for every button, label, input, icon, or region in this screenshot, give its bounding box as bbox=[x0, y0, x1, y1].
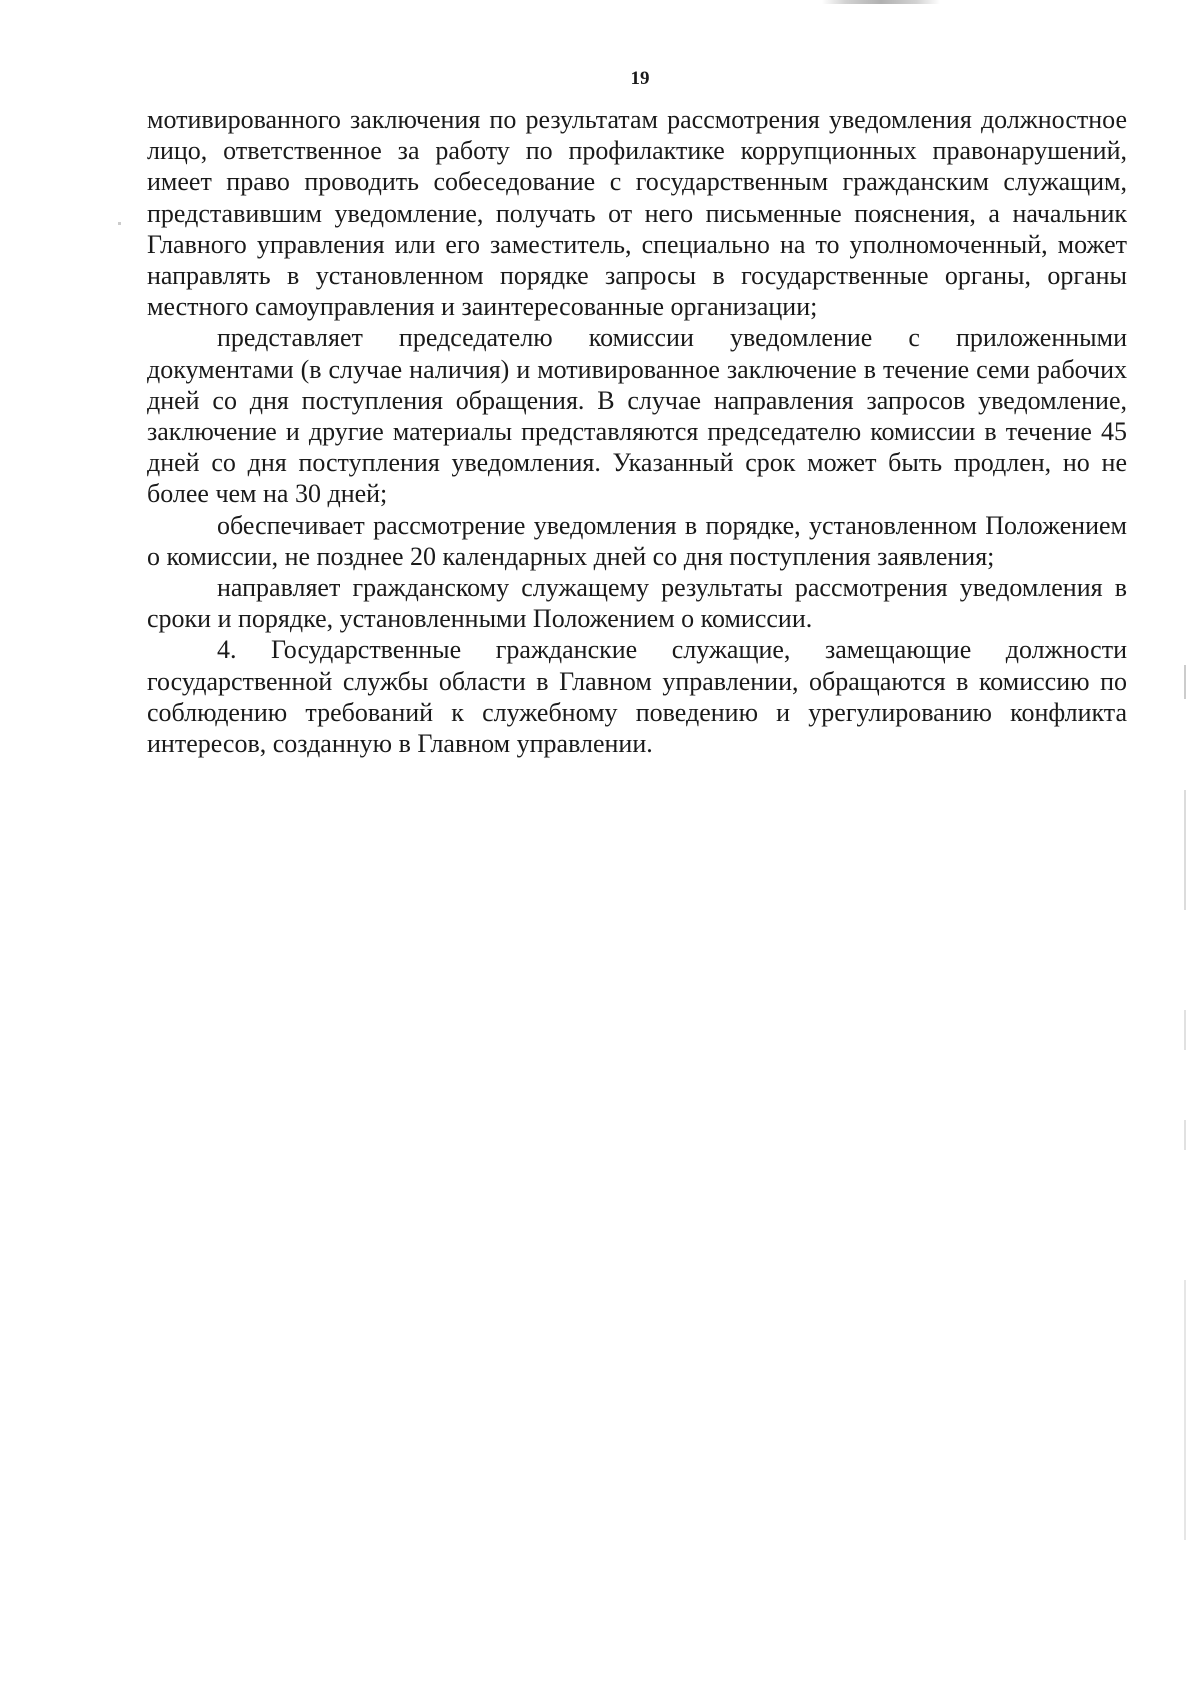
paragraph-continuation: мотивированного заключения по результатам рассмотрения уведомления должностное лицо, ответственное за работу по профилактике коррупционных правонарушений, имеет право проводить собеседование с государственным гражданским служащим, представившим уведомление, получать от него письменные пояснения, а начальник Главного управления или его заместитель, специально на то уполномоченный, может направлять в установленном порядке запросы в государственные органы, органы местного самоуправления и заинтересованные организации; bbox=[147, 105, 1127, 322]
paragraph-presents-to-chairman: представляет председателю комиссии уведомление с приложенными документами (в случае наличия) и мотивированное заключение в течение семи рабочих дней со дня поступления обращения. В случае направления запросов уведомление, заключение и другие материалы представляются председателю комиссии в течение 45 дней со дня поступления уведомления. Указанный срок может быть продлен, но не более чем на 30 дней; bbox=[147, 323, 1127, 509]
paragraph-ensures-review: обеспечивает рассмотрение уведомления в порядке, установленном Положением о комиссии, не позднее 20 календарных дней со дня поступления заявления; bbox=[147, 510, 1127, 571]
scan-artifact bbox=[822, 0, 940, 4]
document-body bbox=[147, 104, 1127, 759]
scan-artifact bbox=[1184, 1010, 1186, 1050]
scan-artifact bbox=[118, 222, 121, 225]
paragraph-sends-results: направляет гражданскому служащему результаты рассмотрения уведомления в сроки и порядке, установленными Положением о комиссии. bbox=[147, 573, 1127, 634]
scan-artifact bbox=[1184, 1280, 1186, 1540]
page-number: 19 bbox=[630, 68, 650, 89]
scan-artifact bbox=[1184, 790, 1186, 910]
scan-artifact bbox=[1184, 1120, 1186, 1150]
paragraph-clause-4: 4. Государственные гражданские служащие, замещающие должности государственной службы области в Главном управлении, обращаются в комиссию по соблюдению требований к служебному поведению и урегулированию конфликта интересов, созданную в Главном управлении. bbox=[147, 635, 1127, 759]
scan-artifact bbox=[1184, 665, 1186, 699]
